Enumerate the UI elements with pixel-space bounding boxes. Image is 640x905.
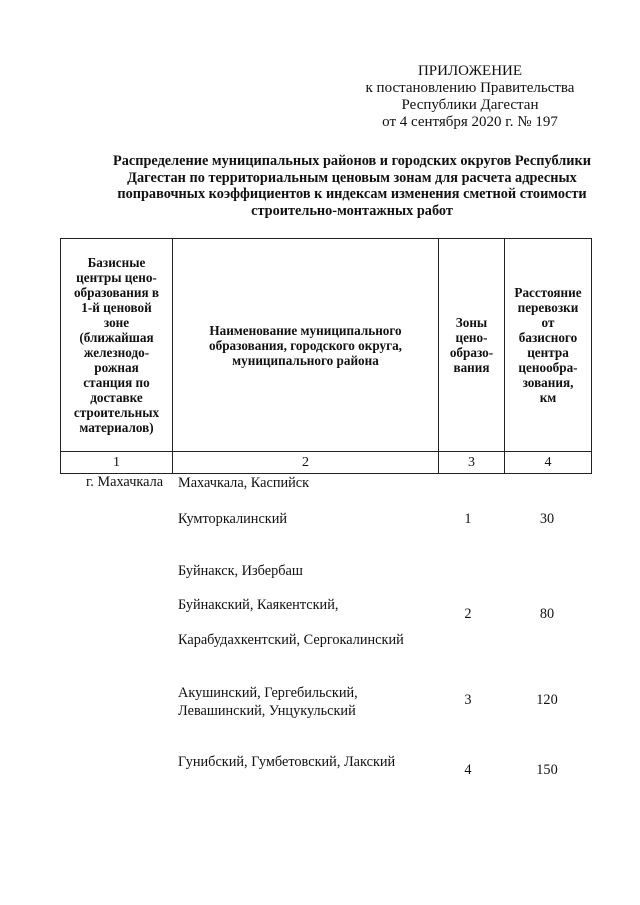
header-distance: [505, 239, 591, 451]
header-distance-text: Расстояние перевозки от базисного центра ценообра- зования, км: [514, 285, 582, 405]
appendix-line-1: к постановлению Правительства: [365, 80, 575, 96]
zone3-municipality-2: Левашинский, Унцукульский: [178, 703, 356, 719]
zone3-distance: 120: [536, 692, 558, 708]
header-pricing-zones-text: Зоны цено- образо- вания: [449, 315, 494, 375]
appendix-block: [340, 63, 600, 131]
appendix-line-3: от 4 сентября 2020 г. № 197: [382, 114, 558, 130]
header-municipality: [173, 239, 438, 451]
table-border-right: [591, 238, 592, 474]
zone1-municipality-2: Кумторкалинский: [178, 511, 288, 527]
zone3-number: 3: [464, 692, 472, 708]
zone4-distance: 150: [536, 762, 558, 778]
column-number-2: 2: [302, 454, 309, 470]
header-base-centers: [61, 239, 172, 451]
zone4-number: 4: [464, 762, 472, 778]
zone1-municipality-1: Махачкала, Каспийск: [178, 475, 310, 491]
header-base-centers-text: Базисные центры цено- образования в 1-й ценовой зоне (ближайшая железнодо- рожная станция по доставке строительных материалов): [73, 255, 160, 435]
header-municipality-text: Наименование муниципального образования, городского округа, муниципального района: [209, 322, 402, 368]
zone2-municipality-1: Буйнакск, Избербаш: [178, 563, 303, 579]
appendix-line-2: Республики Дагестан: [401, 97, 539, 113]
zone2-number: 2: [464, 606, 472, 622]
header-pricing-zones: [439, 239, 504, 451]
zone1-number: 1: [464, 511, 472, 527]
base-center-city: г. Махачкала: [86, 474, 164, 490]
zone4-municipality-1: Гунибский, Гумбетовский, Лакский: [178, 754, 396, 770]
zone1-distance: 30: [539, 511, 555, 527]
zone2-distance: 80: [539, 606, 555, 622]
zone2-municipality-2: Буйнакский, Каякентский,: [178, 597, 339, 613]
column-number-3: 3: [468, 454, 475, 470]
column-number-4: 4: [544, 454, 552, 470]
column-number-1: 1: [113, 454, 120, 470]
document-title: Распределение муниципальных районов и городских округов Республики Дагестан по территориальным ценовым зонам для расчета адресных поправочных коэффициентов к индексам изменения сметной стоимости строительно-монтажных работ: [113, 153, 591, 219]
appendix-title: ПРИЛОЖЕНИЕ: [417, 63, 523, 79]
distribution-table: [60, 238, 592, 474]
zone3-municipality-1: Акушинский, Гергебильский,: [178, 685, 358, 701]
zone2-municipality-3: Карабудахкентский, Сергокалинский: [178, 632, 404, 648]
